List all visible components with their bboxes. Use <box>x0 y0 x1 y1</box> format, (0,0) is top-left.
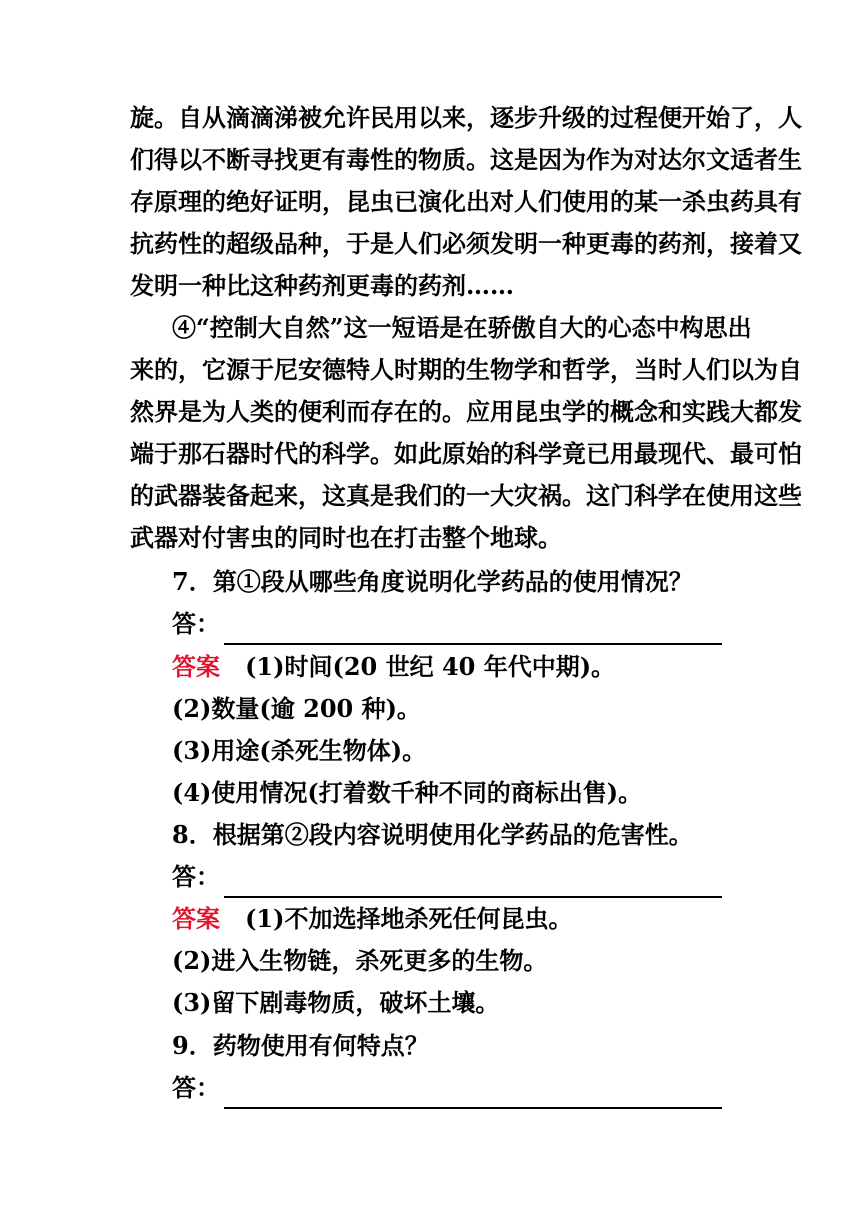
question-8: 8．根据第②段内容说明使用化学药品的危害性。 <box>172 820 693 849</box>
paragraph-4-line: 然界是为人类的便利而存在的。应用昆虫学的概念和实践大都发 <box>130 397 802 426</box>
answer-7-prefix: 答： <box>172 609 220 638</box>
answer-7-line <box>172 603 722 645</box>
answer-key-8-line-2: (2)进入生物链，杀死更多的生物。 <box>172 946 548 975</box>
answer-8-blank[interactable] <box>224 866 722 898</box>
answer-9-line <box>172 1067 722 1109</box>
answer-key-8 <box>172 898 573 940</box>
answer-8-prefix: 答： <box>172 862 220 891</box>
answer-key-8-label: 答案 <box>172 904 220 933</box>
answer-key-7-line-3: (3)用途(杀死生物体)。 <box>172 736 427 765</box>
question-9: 9．药物使用有何特点？ <box>172 1031 429 1060</box>
paragraph-4-line: 来的，它源于尼安德特人时期的生物学和哲学，当时人们以为自 <box>130 355 802 384</box>
answer-9-blank[interactable] <box>224 1077 722 1109</box>
answer-key-8-line-1: (1)不加选择地杀死任何昆虫。 <box>245 904 573 933</box>
passage-line: 存原理的绝好证明，昆虫已演化出对人们使用的某一杀虫药具有 <box>130 187 802 216</box>
answer-7-blank[interactable] <box>224 613 722 645</box>
answer-key-7-line-1: (1)时间(20 世纪 40 年代中期)。 <box>245 652 616 681</box>
answer-key-7-line-4: (4)使用情况(打着数千种不同的商标出售)。 <box>172 778 643 807</box>
paragraph-4-line: ④“控制大自然”这一短语是在骄傲自大的心态中构思出 <box>172 313 752 342</box>
answer-key-8-line-3: (3)留下剧毒物质，破坏土壤。 <box>172 988 500 1017</box>
paragraph-4-line: 端于那石器时代的科学。如此原始的科学竟已用最现代、最可怕 <box>130 439 802 468</box>
answer-key-7-line-2: (2)数量(逾 200 种)。 <box>172 694 421 723</box>
paragraph-4-line: 武器对付害虫的同时也在打击整个地球。 <box>130 523 562 552</box>
question-7: 7．第①段从哪些角度说明化学药品的使用情况？ <box>172 567 693 596</box>
passage-line: 们得以不断寻找更有毒性的物质。这是因为作为对达尔文适者生 <box>130 145 802 174</box>
answer-9-prefix: 答： <box>172 1073 220 1102</box>
paragraph-4-line: 的武器装备起来，这真是我们的一大灾祸。这门科学在使用这些 <box>130 481 802 510</box>
passage-line: 抗药性的超级品种，于是人们必须发明一种更毒的药剂，接着又 <box>130 229 802 258</box>
passage-line: 发明一种比这种药剂更毒的药剂…… <box>130 271 514 300</box>
answer-8-line <box>172 856 722 898</box>
passage-line: 旋。自从滴滴涕被允许民用以来，逐步升级的过程便开始了，人 <box>130 103 802 132</box>
answer-key-7 <box>172 646 615 688</box>
answer-key-7-label: 答案 <box>172 652 220 681</box>
